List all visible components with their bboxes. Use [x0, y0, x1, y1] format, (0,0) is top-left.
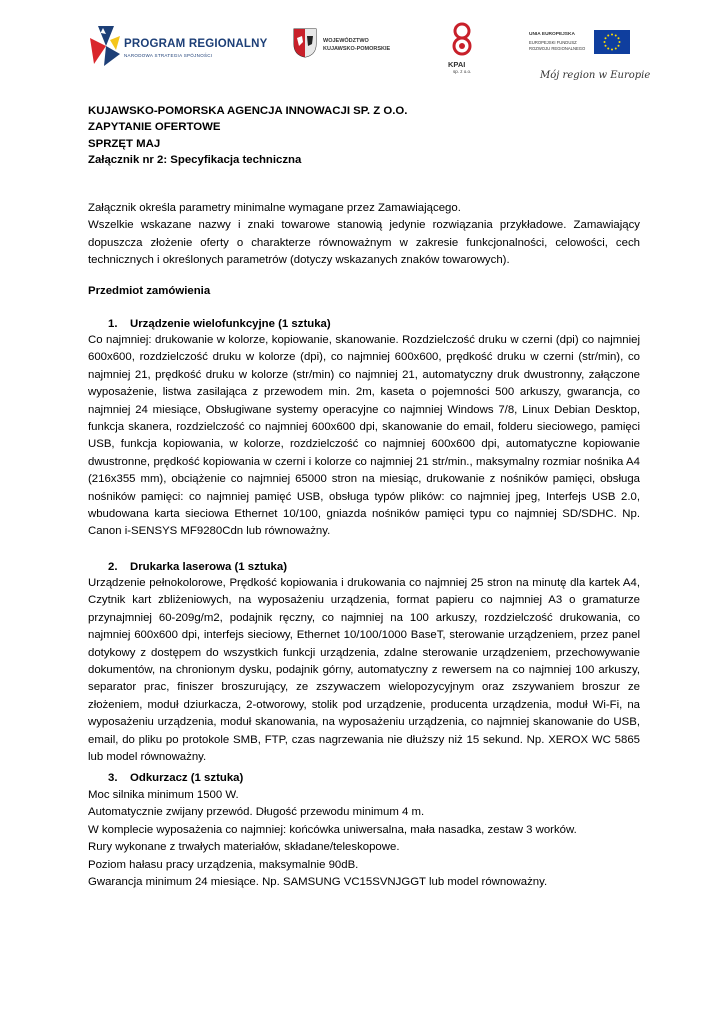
item-3-line: Moc silnika minimum 1500 W.: [88, 789, 239, 801]
program-regionalny-emblem-icon: [88, 24, 122, 68]
inquiry-title: ZAPYTANIE OFERTOWE: [88, 121, 221, 134]
eu-star: [615, 48, 617, 50]
item-2-number: 2.: [108, 561, 118, 573]
eu-star: [607, 48, 609, 50]
item-3-title: Odkurzacz (1 sztuka): [130, 772, 244, 784]
eu-star: [605, 45, 607, 47]
eu-star: [618, 45, 620, 47]
intro-line2: Wszelkie wskazane nazwy i znaki towarowe stanowią jedynie rozwiązania przykładowe. Zamawiający dopuszcza złożenie oferty o charakterze równoważnym w zakresie funkcjonalności, celowości, cech technicznych i określonych parametrów (dotyczy wskazanych znaków towarowych).: [88, 219, 640, 267]
kpai-emblem-icon: [447, 22, 477, 58]
eu-fund-line2: ROZWOJU REGIONALNEGO: [529, 46, 586, 51]
eu-title: UNIA EUROPEJSKA: [529, 32, 575, 37]
item-1-heading: [108, 316, 331, 333]
subject-heading: Przedmiot zamówienia: [88, 285, 211, 297]
equipment-title: SPRZĘT MAJ: [88, 137, 161, 150]
program-logo-title: PROGRAM REGIONALNY: [124, 38, 268, 50]
eu-star: [605, 37, 607, 39]
eu-star: [618, 37, 620, 39]
item-1-description: Co najmniej: drukowanie w kolorze, kopiowanie, skanowanie. Rozdzielczość druku w czerni (dpi) co najmniej 600x600, rozdzielczość druku w kolorze (dpi), co najmniej 600x600, prędkość druku w czerni (str/min), co najmniej 21, prędkość druku w kolorze (str/min) co najmniej 21, automatyczny druk dwustronny, załączone wyposażenie, listwa zasilająca z przewodem min. 2m, kaseta o pojemności 500 arkuszy, gwarancja, co najmniej 24 miesiące, Obsługiwane systemy operacyjne co najmniej Windows 7/8, Linux Debian Desktop, funkcja skanera, rozdzielczość co najmniej 600x600 dpi, skanowanie do email, folderu sieciowego, pamięci USB, funkcja kopiowania, w kolorze, rozdzielczość co najmniej 600x600 dpi, automatyczne kopiowanie dwustronne, prędkość kopiowania w czerni i kolorze co najmniej 21 str/min., maksymalny rozmiar nośnika A4 (216x355 mm), obciążenie co najmniej 65000 stron na miesiąc, drukowanie z nośników pamięci, obsługa nośników pamięci: co najmniej pamięć USB, obsługa typów plików: co najmniej jpeg, Interfejs USB 2.0, wbudowana karta sieciowa Ethernet 10/100, gniazda nośników pamięci typu co najmniej SD/SDHC. Np. Canon i-SENSYS MF9280Cdn lub równoważny.: [88, 334, 640, 538]
item-3-line: W komplecie wyposażenia co najmniej: końcówka uniwersalna, mała nasadka, zestaw 3 worków.: [88, 823, 577, 836]
header-logos: [88, 20, 651, 90]
item-2-title: Drukarka laserowa (1 sztuka): [130, 561, 288, 573]
eu-motto: Mój region w Europie: [540, 70, 651, 81]
kpai-logo: [444, 22, 484, 82]
item-1-title: Urządzenie wielofunkcyjne (1 sztuka): [130, 318, 331, 330]
item-1-number: 1.: [108, 318, 118, 330]
item-3-line: Poziom hałasu pracy urządzenia, maksymalnie 90dB.: [88, 858, 359, 871]
voivodeship-line2: KUJAWSKO-POMORSKIE: [323, 46, 391, 52]
eu-star: [619, 41, 621, 43]
attachment-title: Załącznik nr 2: Specyfikacja techniczna: [88, 154, 302, 167]
eu-star: [604, 41, 606, 43]
eu-star: [607, 35, 609, 37]
item-3-number: 3.: [108, 772, 118, 784]
eu-fund-line1: EUROPEJSKI FUNDUSZ: [529, 40, 577, 45]
voivodeship-line1: WOJEWÓDZTWO: [323, 38, 369, 44]
eu-logo: [526, 30, 651, 90]
kpai-subtitle: sp. z o.o.: [453, 69, 472, 74]
document-title-block: [88, 103, 640, 169]
item-3-description: [88, 787, 640, 891]
eu-flag-icon: [594, 30, 630, 54]
voivodeship-logo: [293, 28, 413, 68]
program-regionalny-logo: [88, 24, 268, 68]
kpai-name: KPAI: [448, 60, 466, 69]
eu-star: [611, 49, 613, 51]
program-logo-subtitle: NARODOWA STRATEGIA SPÓJNOŚCI: [124, 53, 213, 58]
item-3-heading: [108, 770, 243, 787]
eu-star: [615, 35, 617, 37]
intro-line1: Załącznik określa parametry minimalne wymagane przez Zamawiającego.: [88, 202, 461, 214]
intro-paragraph: [88, 200, 640, 270]
agency-name: KUJAWSKO-POMORSKA AGENCJA INNOWACJI SP. Z O.O.: [88, 105, 408, 117]
eu-star: [611, 34, 613, 36]
coat-of-arms-icon: [293, 28, 317, 58]
item-3-line: Gwarancja minimum 24 miesiące. Np. SAMSUNG VC15SVNJGGT lub model równoważny.: [88, 876, 548, 889]
item-2-description: Urządzenie pełnokolorowe, Prędkość kopiowania i drukowania co najmniej 25 stron na minutę dla kartek A4, Czytnik kart zbliżeniowych, na wyposażeniu urządzenia, format papieru co najmniej A3 o gramaturze przynajmniej 60-209g/m2, podajnik ręczny, co najmniej na 100 arkuszy, rozdzielczość drukowania, co najmniej 600x600 dpi, interfejs sieciowy, Ethernet 10/100/1000 BaseT, sterowanie urządzeniem, przez panel dotykowy z dostępem do wszystkich funkcji urządzenia, zdalne sterowanie urządzeniem, przechowywanie dokumentów, na chronionym dysku, podajnik górny, automatyczny z rewersem na co najmniej 100 arkuszy, separator prac, finiszer broszurujący, ze zszywaczem wielopozycyjnym oraz zszywaniem broszur ze złożeniem, moduł dziurkacza, 2-otworowy, stolik pod urządzenie, producenta urządzenia, moduł Wi-Fi, na wyposażeniu urządzenia, moduł skanowania, na wyposażeniu urządzenia, co najmniej skanowanie do USB, email, do pliku po protokole SMB, FTP, czas nagrzewania nie dłuższy niż 15 sekund. Np. XEROX WC 5865 lub model równoważny.: [88, 577, 640, 764]
item-2-heading: [108, 559, 287, 576]
item-3-line: Automatycznie zwijany przewód. Długość przewodu minimum 4 m.: [88, 806, 425, 819]
item-3-line: Rury wykonane z trwałych materiałów, składane/teleskopowe.: [88, 841, 400, 854]
